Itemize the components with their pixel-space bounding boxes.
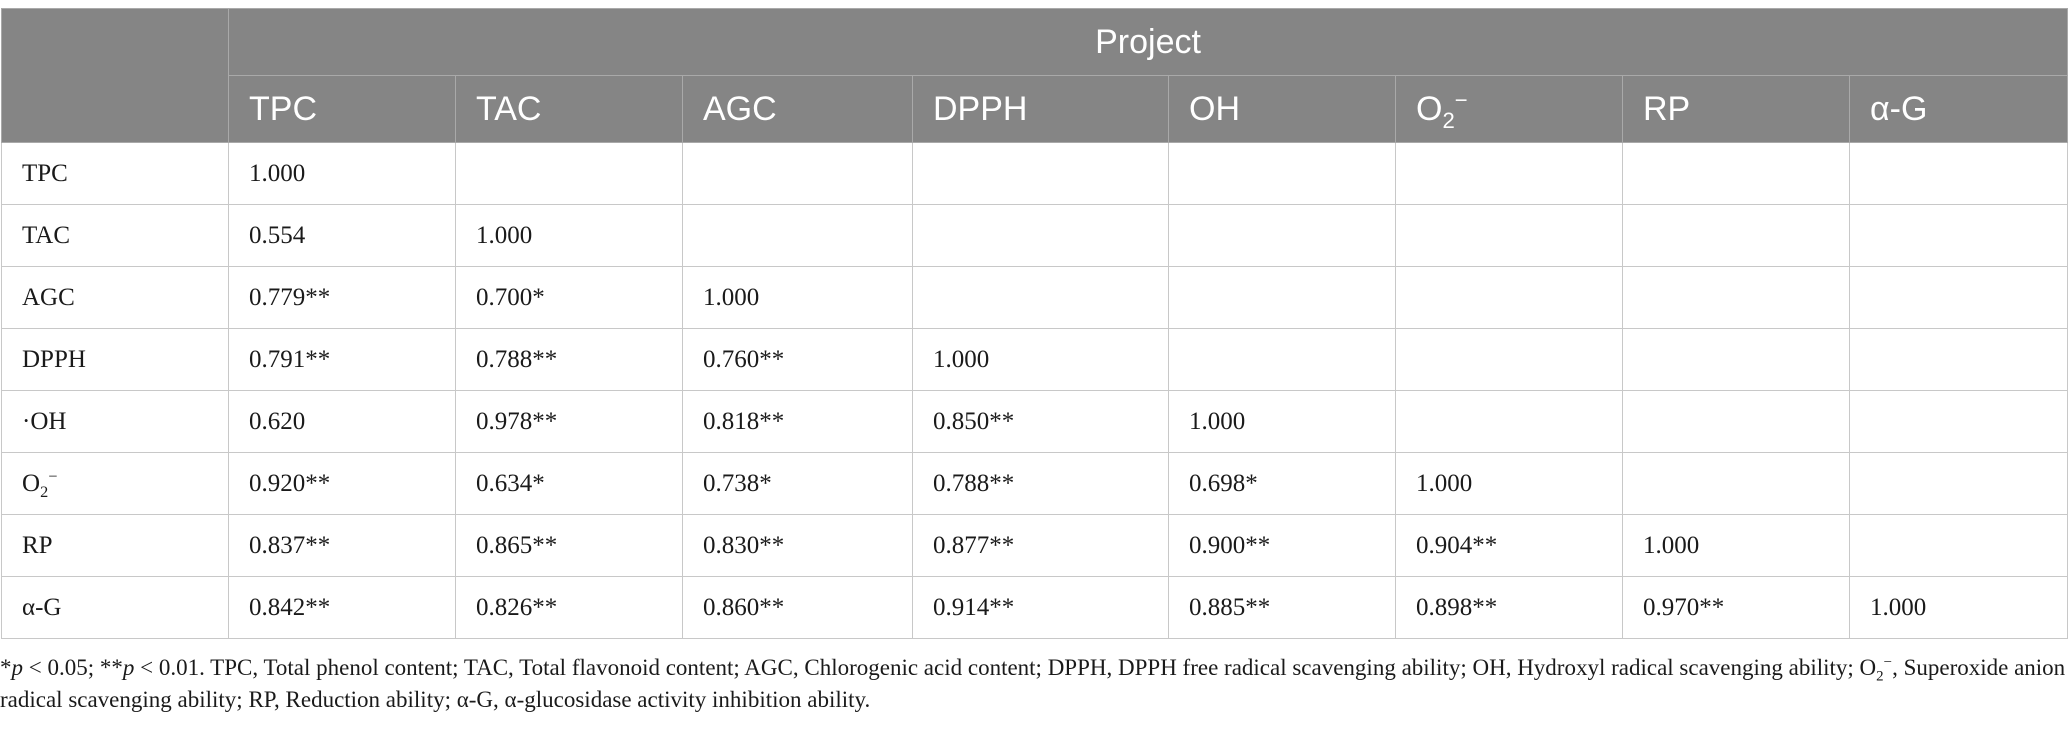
table-row bbox=[2, 205, 2068, 267]
table-cell: 0.760** bbox=[683, 329, 913, 391]
table-cell bbox=[1623, 329, 1850, 391]
table-cell: 0.779** bbox=[229, 267, 456, 329]
column-header bbox=[1396, 76, 1623, 143]
table-cell bbox=[1623, 267, 1850, 329]
group-header-project: Project bbox=[229, 9, 2068, 76]
correlation-table-container bbox=[0, 8, 2068, 639]
table-cell bbox=[1850, 267, 2068, 329]
footnote-text-3: , Superoxide anion radical scavenging ability; RP, Reduction ability; α-G, α-glucosidase activity inhibition ability. bbox=[0, 655, 2066, 712]
header-columns-row bbox=[2, 76, 2068, 143]
table-row bbox=[2, 143, 2068, 205]
table-cell: 0.826** bbox=[456, 577, 683, 639]
table-cell bbox=[683, 205, 913, 267]
table-cell bbox=[1169, 205, 1396, 267]
table-cell bbox=[1623, 143, 1850, 205]
table-cell bbox=[1396, 143, 1623, 205]
row-label: TAC bbox=[2, 205, 229, 267]
table-row bbox=[2, 577, 2068, 639]
table-cell: 0.620 bbox=[229, 391, 456, 453]
column-header: AGC bbox=[683, 76, 913, 143]
table-cell bbox=[1850, 143, 2068, 205]
footnote-o2-sub: 2 bbox=[1876, 668, 1884, 685]
table-cell: 1.000 bbox=[913, 329, 1169, 391]
table-cell: 0.898** bbox=[1396, 577, 1623, 639]
table-cell: 0.818** bbox=[683, 391, 913, 453]
table-cell bbox=[1169, 329, 1396, 391]
table-cell bbox=[1850, 453, 2068, 515]
table-cell: 0.791** bbox=[229, 329, 456, 391]
table-cell: 0.970** bbox=[1623, 577, 1850, 639]
footnote-sym-2: ** bbox=[99, 655, 123, 680]
table-cell: 0.877** bbox=[913, 515, 1169, 577]
table-cell bbox=[1169, 143, 1396, 205]
o2-header-text: $O_2^-$ bbox=[1416, 87, 1468, 133]
table-cell: 0.842** bbox=[229, 577, 456, 639]
table-cell bbox=[1396, 391, 1623, 453]
table-cell bbox=[1396, 267, 1623, 329]
row-label: DPPH bbox=[2, 329, 229, 391]
footnote-var-1: p bbox=[11, 655, 23, 680]
table-cell: 0.700* bbox=[456, 267, 683, 329]
footnote-sym-1: * bbox=[0, 655, 12, 680]
table-row bbox=[2, 453, 2068, 515]
column-header: TAC bbox=[456, 76, 683, 143]
table-cell: 0.914** bbox=[913, 577, 1169, 639]
row-label: TPC bbox=[2, 143, 229, 205]
row-label: RP bbox=[2, 515, 229, 577]
table-cell bbox=[1623, 391, 1850, 453]
table-row bbox=[2, 267, 2068, 329]
table-cell bbox=[456, 143, 683, 205]
table-cell bbox=[913, 205, 1169, 267]
footnote-var-2: p bbox=[122, 655, 135, 680]
table-cell bbox=[1623, 453, 1850, 515]
table-cell: 1.000 bbox=[1169, 391, 1396, 453]
table-cell: 0.554 bbox=[229, 205, 456, 267]
table-cell: 0.885** bbox=[1169, 577, 1396, 639]
footnote-o2-sup: − bbox=[1883, 654, 1893, 671]
corner-cell bbox=[2, 9, 229, 143]
table-cell: 0.900** bbox=[1169, 515, 1396, 577]
table-cell bbox=[1396, 329, 1623, 391]
column-header: α-G bbox=[1850, 76, 2068, 143]
table-cell bbox=[1850, 515, 2068, 577]
table-cell bbox=[1850, 329, 2068, 391]
table-cell bbox=[1396, 205, 1623, 267]
table-cell: 0.698* bbox=[1169, 453, 1396, 515]
row-label: $O_2^-$ bbox=[2, 453, 229, 515]
column-header: TPC bbox=[229, 76, 456, 143]
table-cell: 0.860** bbox=[683, 577, 913, 639]
table-cell: 1.000 bbox=[456, 205, 683, 267]
table-cell: 1.000 bbox=[683, 267, 913, 329]
table-row bbox=[2, 391, 2068, 453]
column-header: OH bbox=[1169, 76, 1396, 143]
table-cell: 0.837** bbox=[229, 515, 456, 577]
table-cell: 1.000 bbox=[229, 143, 456, 205]
correlation-table bbox=[1, 8, 2068, 639]
table-cell: 1.000 bbox=[1396, 453, 1623, 515]
column-header: DPPH bbox=[913, 76, 1169, 143]
table-cell: 0.788** bbox=[456, 329, 683, 391]
table-cell: 0.904** bbox=[1396, 515, 1623, 577]
table-cell: 1.000 bbox=[1850, 577, 2068, 639]
table-cell: 0.788** bbox=[913, 453, 1169, 515]
table-cell bbox=[1850, 391, 2068, 453]
table-cell bbox=[1850, 205, 2068, 267]
table-body bbox=[2, 143, 2068, 639]
table-row bbox=[2, 329, 2068, 391]
table-cell bbox=[913, 267, 1169, 329]
table-cell bbox=[1169, 267, 1396, 329]
row-label: ·OH bbox=[2, 391, 229, 453]
table-cell: 0.920** bbox=[229, 453, 456, 515]
footnote-text-1: < 0.05; bbox=[23, 655, 100, 680]
table-cell: 0.738* bbox=[683, 453, 913, 515]
table-cell: 0.865** bbox=[456, 515, 683, 577]
row-label: α-G bbox=[2, 577, 229, 639]
table-cell: 0.634* bbox=[456, 453, 683, 515]
column-header: RP bbox=[1623, 76, 1850, 143]
table-cell: 0.830** bbox=[683, 515, 913, 577]
row-label: AGC bbox=[2, 267, 229, 329]
table-cell bbox=[913, 143, 1169, 205]
footnote-text-2: < 0.01. TPC, Total phenol content; TAC, Total flavonoid content; AGC, Chlorogenic acid content; DPPH, DPPH free radical scavenging ability; OH, Hydroxyl radical scavenging ability; O bbox=[134, 655, 1877, 680]
table-cell: 0.978** bbox=[456, 391, 683, 453]
table-footnote bbox=[0, 652, 2068, 716]
table-cell: 1.000 bbox=[1623, 515, 1850, 577]
table-cell bbox=[1623, 205, 1850, 267]
table-cell: 0.850** bbox=[913, 391, 1169, 453]
table-cell bbox=[683, 143, 913, 205]
header-group-row bbox=[2, 9, 2068, 76]
table-row bbox=[2, 515, 2068, 577]
